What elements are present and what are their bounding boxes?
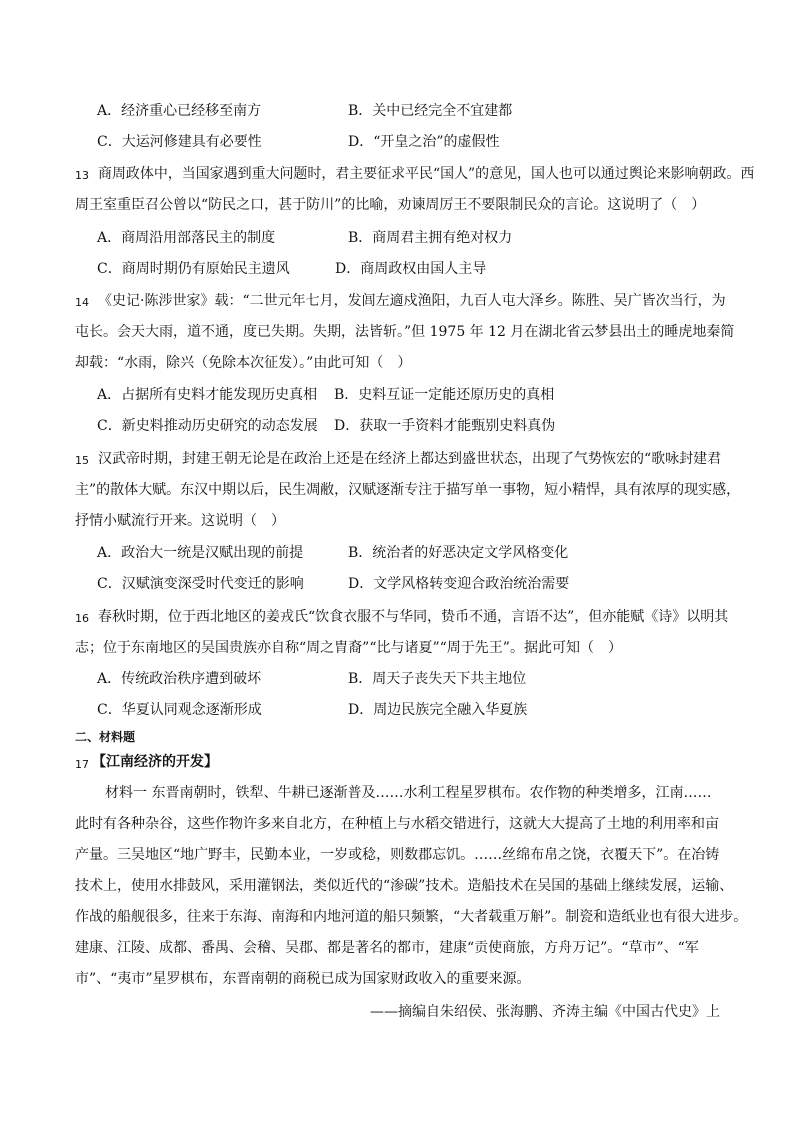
q17-material-line4: 技术上，使用水排鼓风，采用灌钢法，类似近代的“渗碳”技术。造船技术在吴国的基础上继续发展，运输、 bbox=[75, 878, 734, 894]
q15-number: 15 bbox=[75, 454, 89, 467]
q14-stem-line1: 《史记·陈涉世家》载：“二世元年七月，发闾左適戍渔阳，九百人屯大泽乡。陈胜、吴广皆次当行，为 bbox=[98, 293, 726, 309]
q13-number: 13 bbox=[75, 169, 89, 182]
q17-material-line1: 材料一 东晋南朝时，铁犁、牛耕已逐渐普及……水利工程星罗棋布。农作物的种类增多，江南…… bbox=[105, 785, 712, 801]
q13-option-d: D．商周政权由国人主导 bbox=[335, 261, 487, 277]
q12-option-c: C．大运河修建具有必要性 bbox=[97, 134, 262, 150]
q12-option-d: D．“开皇之治”的虚假性 bbox=[348, 134, 500, 150]
q12-option-a: A．经济重心已经移至南方 bbox=[97, 103, 262, 119]
q14-option-b: B．史料互证一定能还原历史的真相 bbox=[334, 387, 555, 403]
q14-option-c: C．新史料推动历史研究的动态发展 bbox=[97, 418, 318, 434]
q17-title: 【江南经济的开发】 bbox=[92, 754, 218, 770]
q17-material-line6: 建康、江陵、成都、番禺、会稽、吴郡、都是著名的都市，建康“贡使商旅，方舟万记”。“草市”、“军 bbox=[75, 940, 699, 956]
q13-stem-line2: 周王室重臣召公曾以“防民之口，甚于防川”的比喻，劝谏周厉王不要限制民众的言论。这说明了（ ） bbox=[75, 197, 706, 213]
q13-option-c: C．商周时期仍有原始民主遗风 bbox=[97, 261, 290, 277]
q12-option-b: B．关中已经完全不宜建都 bbox=[348, 103, 513, 119]
q15-stem-line1: 汉武帝时期，封建王朝无论是在政治上还是在经济上都达到盛世状态，出现了气势恢宏的“歌咏封建君 bbox=[98, 451, 722, 467]
q17-material-line2: 此时有各种杂谷，这些作物许多来自北方，在种植上与水稻交错进行，这就大大提高了土地的利用率和亩 bbox=[75, 816, 719, 832]
q17-material-line5: 作战的船舰很多，往来于东海、南海和内地河道的船只频繁，“大者载重万斛”。制瓷和造纸业也有很大进步。 bbox=[75, 909, 748, 925]
q17-material-line7: 市”、“夷市”星罗棋布，东晋南朝的商税已成为国家财政收入的重要来源。 bbox=[75, 971, 531, 987]
q15-stem-line3: 抒情小赋流行开来。这说明（ ） bbox=[75, 513, 285, 529]
q15-option-c: C．汉赋演变深受时代变迁的影响 bbox=[97, 576, 304, 592]
q13-stem-line1: 商周政体中，当国家遇到重大问题时，君主要征求平民“国人”的意见，国人也可以通过舆论来影响朝政。西 bbox=[98, 166, 755, 182]
q14-stem-line2: 屯长。会天大雨，道不通，度已失期。失期，法皆斩。”但 1975 年 12 月在湖北省云梦县出土的睡虎地秦简 bbox=[75, 324, 735, 340]
q17-source: ——摘编自朱绍侯、张海鹏、齐涛主编《中国古代史》上 bbox=[370, 1004, 720, 1020]
q16-option-a: A．传统政治秩序遭到破坏 bbox=[97, 671, 262, 687]
q17-number: 17 bbox=[75, 758, 89, 771]
q16-option-c: C．华夏认同观念逐渐形成 bbox=[97, 702, 262, 718]
section-heading: 二、材料题 bbox=[75, 730, 136, 744]
q16-stem-line1: 春秋时期，位于西北地区的姜戎氏“饮食衣服不与华同，贽币不通，言语不达”，但亦能赋《诗》以明其 bbox=[98, 609, 729, 625]
q17-material-line3: 产量。三吴地区“地广野丰，民勤本业，一岁或稔，则数郡忘饥。……丝绵布帛之饶，衣覆天下”。在冶铸 bbox=[75, 847, 720, 863]
q13-option-a: A．商周沿用部落民主的制度 bbox=[97, 230, 276, 246]
q15-option-a: A．政治大一统是汉赋出现的前提 bbox=[97, 545, 304, 561]
q14-option-d: D．获取一手资料才能甄别史料真伪 bbox=[334, 418, 556, 434]
q16-number: 16 bbox=[75, 612, 89, 625]
q14-option-a: A．占据所有史料才能发现历史真相 bbox=[97, 387, 318, 403]
q16-stem-line2: 志；位于东南地区的吴国贵族亦自称“周之胄裔”“比与诸夏”“周于先王”。据此可知（ ） bbox=[75, 640, 622, 656]
q15-option-b: B．统治者的好恶决定文学风格变化 bbox=[348, 545, 569, 561]
q14-number: 14 bbox=[75, 296, 89, 309]
q14-stem-line3: 却载：“水雨，除兴（免除本次征发）。”由此可知（ ） bbox=[75, 355, 412, 371]
q13-option-b: B．商周君主拥有绝对权力 bbox=[348, 230, 513, 246]
q15-option-d: D．文学风格转变迎合政治统治需要 bbox=[348, 576, 570, 592]
q15-stem-line2: 主”的散体大赋。东汉中期以后，民生凋敝，汉赋逐渐专注于描写单一事物，短小精悍，具有浓厚的现实感， bbox=[75, 482, 741, 498]
q16-option-b: B．周天子丧失天下共主地位 bbox=[348, 671, 527, 687]
q16-option-d: D．周边民族完全融入华夏族 bbox=[348, 702, 528, 718]
